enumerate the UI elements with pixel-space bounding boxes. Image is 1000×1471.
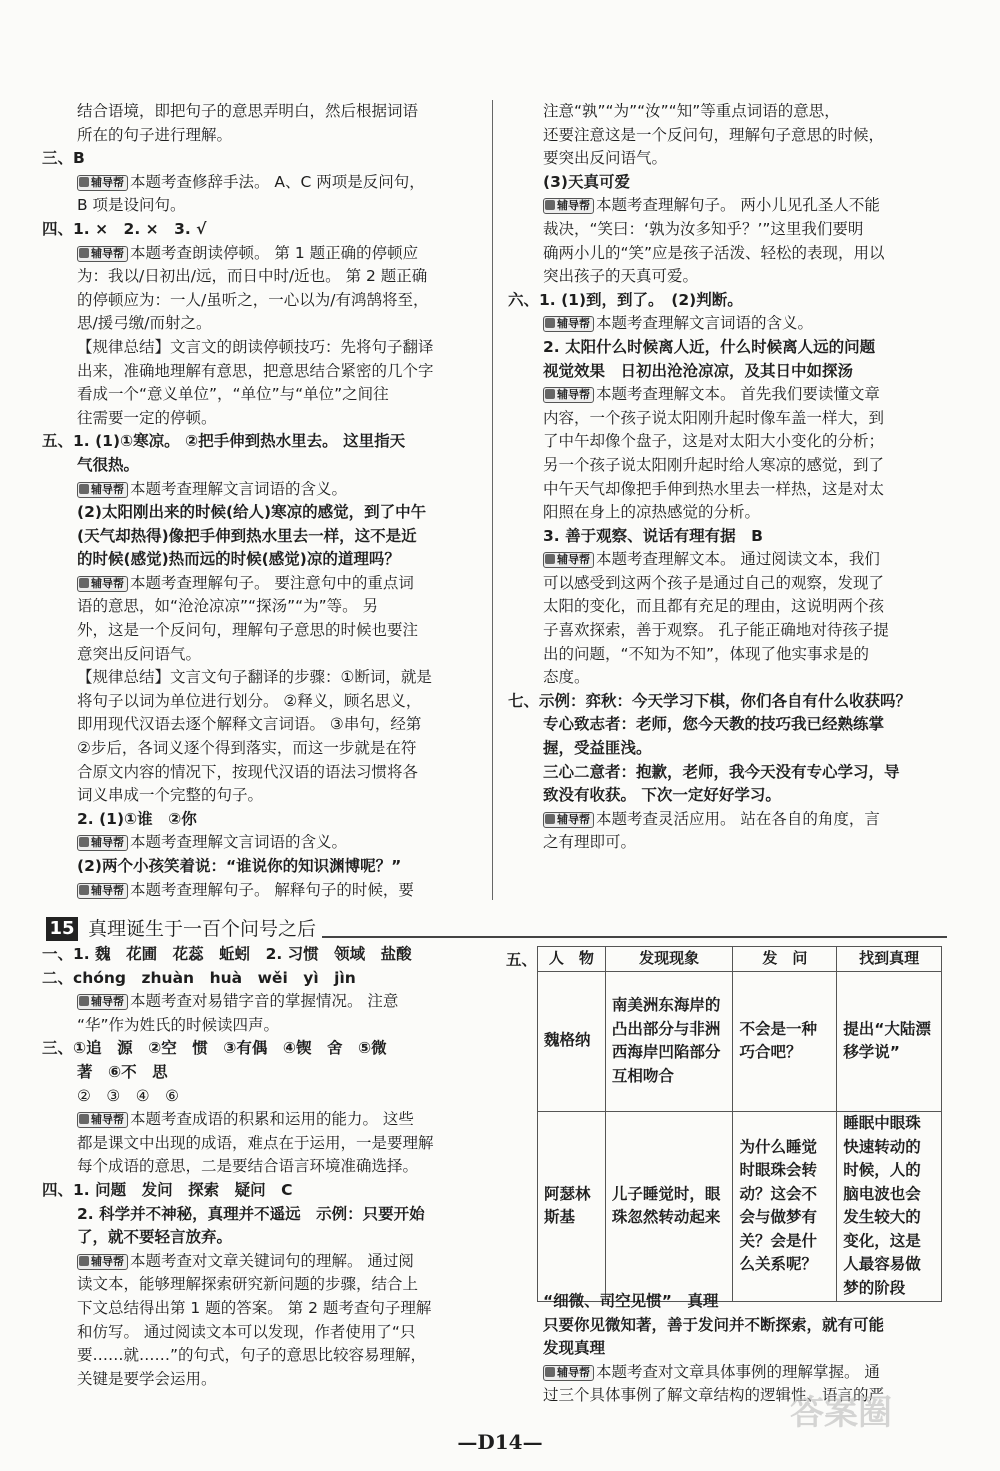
text-line: 和仿写。 通过阅读文本可以发现，作者使用了“只 (77, 1322, 416, 1341)
left-top-column (42, 100, 487, 902)
explanation-line: 辅导帮 本题考查修辞手法。 A、C 两项是反问句， (42, 171, 487, 195)
header-rule (322, 936, 947, 938)
table-cell: 魏格纳 (538, 971, 606, 1111)
text-line: 【规律总结】文言文句子翻译的步骤：①断词，就是 (77, 668, 432, 687)
text-line: 下文总结得出第 1 题的答案。 第 2 题考查句子理解 (77, 1298, 432, 1317)
tutor-tag: 辅导帮 (543, 552, 594, 568)
text-line: 太阳的变化，而且都有充足的理由，这说明两个孩 (543, 597, 885, 616)
table-cell: 儿子睡觉时，眼珠忽然转动起来 (605, 1111, 733, 1301)
book-icon (79, 1114, 89, 1124)
left-bottom-column (42, 943, 487, 1391)
answer-line: 气很热。 (77, 455, 140, 474)
explanation-line: 辅导帮 本题考查理解文本。 通过阅读文本，我们 (508, 548, 953, 572)
book-icon (79, 1256, 89, 1266)
watermark-logo: 答案圈 (790, 1393, 892, 1433)
text-line: 词义串成一个完整的句子。 (77, 786, 264, 805)
tutor-tag: 辅导帮 (77, 835, 128, 851)
answer-heading: 六、1. (1)到，到了。 (2)判断。 (508, 290, 743, 309)
answer-heading: 七、示例：弈秋：今天学习下棋，你们各自有什么收获吗？ (508, 691, 912, 710)
discovery-table (537, 946, 942, 1302)
table-header: 找到真理 (837, 947, 942, 972)
answer-heading: 三、B (42, 149, 85, 168)
tutor-tag: 辅导帮 (543, 812, 594, 828)
explanation-line: 辅导帮 本题考查理解文言词语的含义。 (42, 831, 487, 855)
table-header: 发现现象 (605, 947, 733, 972)
explanation-line: 辅导帮 本题考查理解文言词语的含义。 (42, 478, 487, 502)
tutor-tag: 辅导帮 (543, 387, 594, 403)
answer-line: “细微、司空见惯” 真理 (543, 1292, 719, 1310)
text-line: 还要注意这是一个反问句，理解句子意思的时候， (543, 125, 885, 144)
text-line: 【规律总结】文言文的朗读停顿技巧：先将句子翻译 (77, 337, 434, 356)
page-number: —D14— (457, 1430, 543, 1454)
tutor-tag: 辅导帮 (543, 198, 594, 214)
explanation-line: 辅导帮 本题考查理解句子。 两小儿见孔圣人不能 (508, 194, 953, 218)
text-line: 出来，准确地理解有意思，把意思结合紧密的几个字 (77, 361, 434, 380)
text-line: 合原文内容的情况下，按现代汉语的语法习惯将各 (77, 762, 419, 781)
text-line: 确两小儿的“笑”应是孩子活泼、轻松的表现，用以 (543, 243, 885, 262)
answer-line: 致没有收获。 下次一定好好学习。 (543, 786, 781, 805)
table-header: 发 问 (733, 947, 837, 972)
text-line: B 项是设问句。 (77, 196, 186, 215)
tutor-tag: 辅导帮 (77, 576, 128, 592)
table-cell: 为什么睡觉时眼珠会转动？这会不会与做梦有关？会是什么关系呢？ (733, 1111, 837, 1301)
answer-line: 专心致志者：老师，您今天教的技巧我已经熟练掌 (543, 715, 885, 734)
text-line: 要突出反问语气。 (543, 149, 668, 168)
answer-heading: 四、1. × 2. × 3. √ (42, 219, 207, 238)
answer-line: (2)两个小孩笑着说：“谁说你的知识渊博呢？” (77, 857, 402, 875)
tutor-tag: 辅导帮 (77, 883, 128, 899)
tutor-tag: 辅导帮 (543, 1365, 594, 1381)
text-line: ②步后，各词义逐个得到落实，而这一步就是在符 (77, 739, 417, 758)
text-line: 态度。 (543, 668, 590, 687)
tutor-tag: 辅导帮 (77, 994, 128, 1010)
lesson-number: 15 (46, 917, 78, 941)
explanation-line: 辅导帮 本题考查对文章具体事例的理解掌握。 通 (508, 1361, 953, 1385)
table-cell: 不会是一种巧合吧？ (733, 971, 837, 1111)
text-line: 了中午却像个盘子，这是对太阳大小变化的分析； (543, 432, 885, 451)
book-icon (79, 837, 89, 847)
text-line: 注意“孰”“为”“汝”“知”等重点词语的意思， (543, 102, 840, 120)
table-cell: 南美洲东海岸的凸出部分与非洲西海岸凹陷部分互相吻合 (605, 971, 733, 1111)
answer-line: (3)天真可爱 (543, 172, 630, 191)
answer-line: 著 ⑥不 思 (77, 1062, 168, 1081)
table-cell: 提出“大陆漂移学说” (837, 971, 942, 1111)
answer-line: 2. 太阳什么时候离人近，什么时候离人远的问题 (543, 337, 876, 356)
explanation-line: 辅导帮 本题考查对文章关键词句的理解。 通过阅 (42, 1250, 487, 1274)
text-line: 将句子以词为单位进行划分。 ②释义，顾名思义， (77, 691, 422, 710)
answer-line: 2. 科学并不神秘，真理并不遥远 示例：只要开始 (77, 1204, 425, 1223)
answer-heading: 四、1. 问题 发问 探索 疑问 C (42, 1180, 293, 1199)
text-line: 子喜欢探索，善于观察。 孔子能正确地对待孩子提 (543, 621, 889, 640)
answer-line: 了，就不要轻言放弃。 (77, 1228, 233, 1247)
text-line: 内容，一个孩子说太阳刚升起时像车盖一样大，到 (543, 408, 885, 427)
answer-line: 的时候(感觉)热而远的时候(感觉)凉的道理吗？ (77, 550, 400, 569)
answer-heading: 五、1. (1)①寒凉。 ②把手伸到热水里去。 这里指天 (42, 432, 406, 451)
tutor-tag: 辅导帮 (77, 246, 128, 262)
tutor-tag: 辅导帮 (543, 316, 594, 332)
text-line: 阳照在身上的凉热感觉的分析。 (543, 503, 761, 522)
text-line: 所在的句子进行理解。 (77, 125, 233, 144)
book-icon (545, 1367, 555, 1377)
text-line: 都是课文中出现的成语，难点在于运用，一是要理解 (77, 1133, 434, 1152)
explanation-line: 辅导帮 本题考查灵活应用。 站在各自的角度，言 (508, 808, 953, 832)
tutor-tag: 辅导帮 (77, 1112, 128, 1128)
text-line: 往需要一定的停顿。 (77, 408, 217, 427)
answer-line: 2. (1)①谁 ②你 (77, 809, 197, 828)
text-line: 思/援弓缴/而射之。 (77, 314, 212, 333)
tutor-tag: 辅导帮 (77, 175, 128, 191)
text-line: 裁决，“笑曰：‘孰为汝多知乎？’”这里我们要明 (543, 219, 864, 238)
text-line: 结合语境，即把句子的意思弄明白，然后根据词语 (77, 102, 419, 120)
text-line: ② ③ ④ ⑥ (77, 1086, 180, 1105)
text-line: 出的问题，“不知为不知”，体现了他实事求是的 (543, 644, 870, 663)
table-row (538, 1111, 942, 1301)
answer-line: 3. 善于观察、说话有理有据 B (543, 526, 763, 545)
table-row (538, 971, 942, 1111)
book-icon (79, 248, 89, 258)
tutor-tag: 辅导帮 (77, 1254, 128, 1270)
tutor-tag: 辅导帮 (77, 482, 128, 498)
text-line: “华”作为姓氏的时候读四声。 (77, 1015, 280, 1034)
book-icon (545, 200, 555, 210)
text-line: 过三个具体事例了解文章结构的逻辑性、语言的严 (543, 1386, 885, 1405)
answer-line: 三心二意者：抱歉，老师，我今天没有专心学习，导 (543, 762, 900, 781)
column-divider (492, 100, 493, 900)
text-line: 看成一个“意义单位”，“单位”与“单位”之间往 (77, 385, 389, 404)
explanation-line: 辅导帮 本题考查成语的积累和运用的能力。 这些 (42, 1108, 487, 1132)
text-line: 意突出反问语气。 (77, 644, 202, 663)
text-line: 关键是要学会运用。 (77, 1369, 217, 1388)
answer-heading: 三、①追 源 ②空 惯 ③有偶 ④锲 舍 ⑤微 (42, 1039, 387, 1058)
book-icon (545, 318, 555, 328)
text-line: 语的意思，如“沧沧凉凉”“探汤”“为”等。 另 (77, 597, 379, 616)
book-icon (79, 885, 89, 895)
answer-heading: 二、chóng zhuàn huà wěi yì jìn (42, 968, 356, 987)
book-icon (545, 554, 555, 564)
answer-line: 握，受益匪浅。 (543, 739, 652, 758)
book-icon (79, 484, 89, 494)
book-icon (79, 578, 89, 588)
book-icon (545, 389, 555, 399)
answer-heading: 一、1. 魏 花圃 花蕊 蚯蚓 2. 习惯 领域 盐酸 (42, 945, 412, 963)
explanation-line: 辅导帮 本题考查朗读停顿。 第 1 题正确的停顿应 (42, 242, 487, 266)
book-icon (79, 996, 89, 1006)
text-line: 为：我以/日初出/远，而日中时/近也。 第 2 题正确 (77, 267, 428, 286)
right-top-column (508, 100, 953, 855)
answer-line: 只要你见微知著，善于发问并不断探索，就有可能 (543, 1315, 885, 1334)
explanation-line: 辅导帮 本题考查理解文言词语的含义。 (508, 312, 953, 336)
explanation-line: 辅导帮 本题考查理解文本。 首先我们要读懂文章 (508, 383, 953, 407)
book-icon (545, 814, 555, 824)
section-five-label: 五、 (506, 951, 538, 969)
book-icon (79, 177, 89, 187)
lesson-header (42, 914, 947, 942)
table-cell: 阿瑟林斯基 (538, 1111, 606, 1301)
text-line: 外，这是一个反问句，理解句子意思的时候也要注 (77, 621, 419, 640)
lesson-title: 真理诞生于一百个问号之后 (88, 918, 317, 940)
text-line: 要……就……”的句式，句子的意思比较容易理解， (77, 1346, 427, 1365)
text-line: 中午天气却像把手伸到热水里去一样热，这是对太 (543, 479, 885, 498)
table-cell: 睡眠中眼珠快速转动的时候，人的脑电波也会发生较大的变化，这是人最容易做梦的阶段 (837, 1111, 942, 1301)
text-line: 可以感受到这两个孩子是通过自己的观察，发现了 (543, 573, 885, 592)
answer-line: 发现真理 (543, 1339, 606, 1358)
text-line: 另一个孩子说太阳刚升起时给人寒凉的感觉，到了 (543, 455, 885, 474)
text-line: 读文本，能够理解探索研究新问题的步骤，结合上 (77, 1275, 419, 1294)
table-header: 人 物 (538, 947, 606, 972)
text-line: 即用现代汉语去逐个解释文言词语。 ③串句，经第 (77, 715, 422, 734)
answer-line: 视觉效果 日初出沧沧凉凉，及其日中如探汤 (543, 361, 854, 380)
text-line: 的停顿应为：一人/虽听之，一心以为/有鸿鹄将至， (77, 290, 429, 309)
table-header-row (538, 947, 942, 972)
answer-line: (天气却热得)像把手伸到热水里去一样，这不是近 (77, 526, 417, 545)
explanation-line: 辅导帮 本题考查对易错字音的掌握情况。 注意 (42, 990, 487, 1014)
text-line: 之有理即可。 (543, 833, 637, 852)
text-line: 每个成语的意思，二是要结合语言环境准确选择。 (77, 1157, 419, 1176)
explanation-line: 辅导帮 本题考查理解句子。 要注意句中的重点词 (42, 572, 487, 596)
explanation-line: 辅导帮 本题考查理解句子。 解释句子的时候，要 (42, 879, 487, 903)
text-line: 突出孩子的天真可爱。 (543, 267, 699, 286)
answer-line: (2)太阳刚出来的时候(给人)寒凉的感觉，到了中午 (77, 503, 427, 522)
